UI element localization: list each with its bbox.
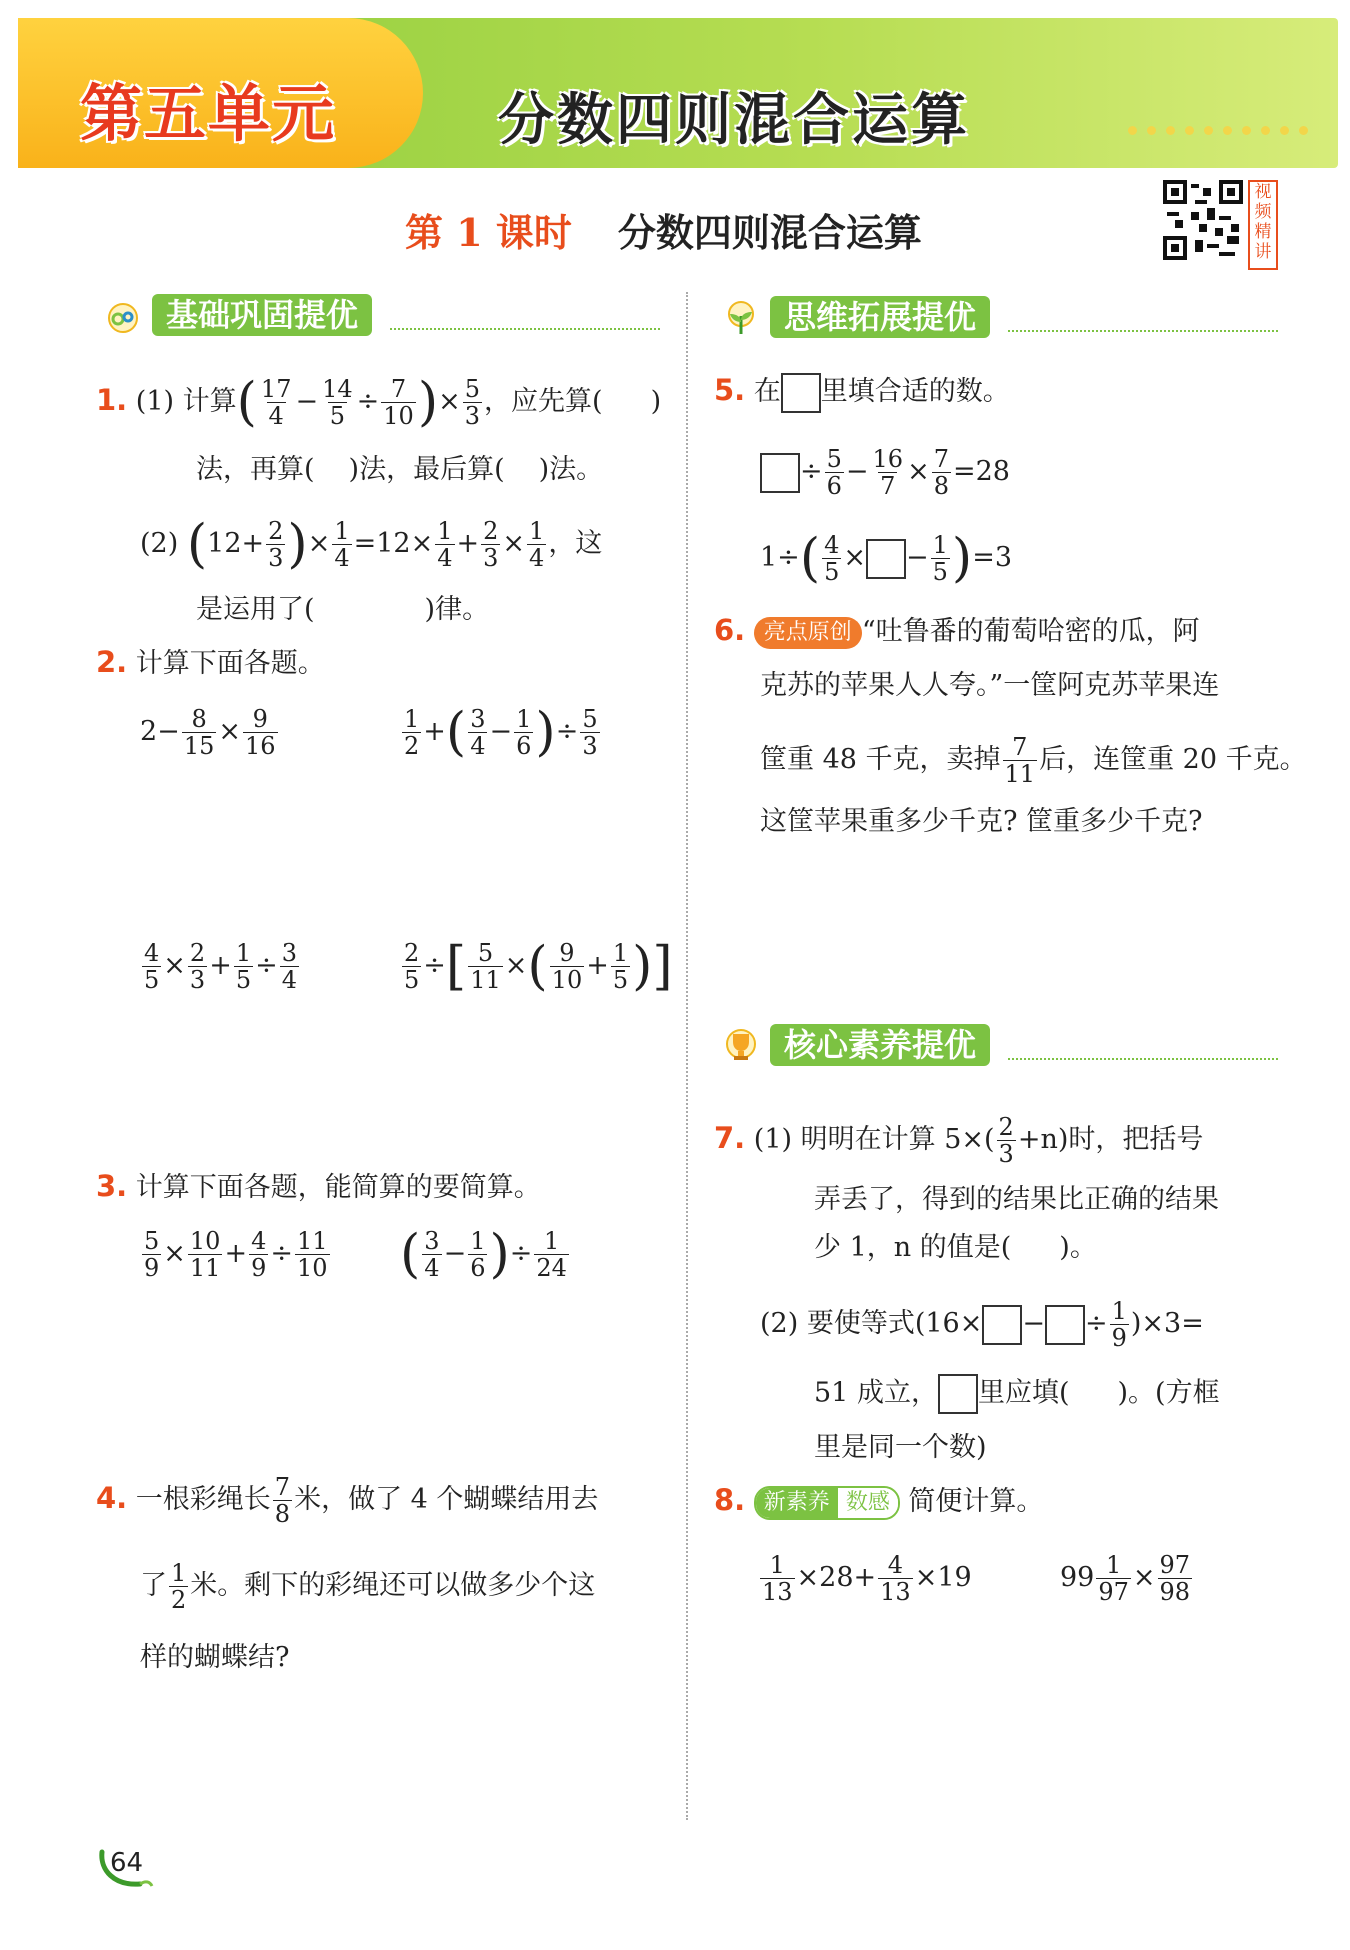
q4-l2b: 米。剩下的彩绳还可以做多少个这 xyxy=(190,1570,596,1601)
q1-p1-tail: ，应先算( xyxy=(484,386,603,417)
q8-expr-1: $\frac{1}{13}$ ×28+ $\frac{4}{13}$ ×19 xyxy=(762,1551,972,1606)
q8-text: 简便计算。 xyxy=(908,1486,1044,1517)
q1-p1-label: (1) 计算 xyxy=(135,386,237,417)
banner-dots xyxy=(1128,126,1308,135)
q8-e2-whole: 99 xyxy=(1060,1562,1095,1593)
q7-p2-l2a: 51 成立， xyxy=(814,1377,938,1409)
question-4: 4. 一根彩绳长 $\frac{7}{8}$ 米，做了 4 个蝴蝶结用去 xyxy=(96,1473,599,1528)
question-1-part-1: 1. (1) 计算( $\frac{17}{4}$ − $\frac{14}{5}$ ÷ $\frac{7}{10}$ )× $\frac{5}{3}$ ，应先算( ) xyxy=(96,372,662,433)
q8-e2-op: × xyxy=(1132,1562,1156,1593)
q7-p2: (2) 要使等式(16× − ÷ $\frac{1}{9}$ )×3= xyxy=(760,1297,1204,1352)
q1-line2a: 法，再算( xyxy=(196,454,315,485)
literacy-tag xyxy=(754,1486,900,1520)
unit-label: 第五单元 xyxy=(80,77,337,150)
section-basic-rule xyxy=(390,328,660,330)
q6-l3a: 筐重 48 千克，卖掉 xyxy=(760,744,1001,775)
unit-title: 分数四则混合运算 xyxy=(498,88,970,153)
q5-eq-2: 1÷( $\frac{4}{5}$ × − $\frac{1}{5}$ )=3 xyxy=(760,528,1013,589)
question-3 xyxy=(96,1168,541,1206)
q7-p2c: ÷ xyxy=(1084,1308,1108,1339)
q7-p2-line2 xyxy=(814,1374,1220,1414)
question-4-line2: 了 $\frac{1}{2}$ 米。剩下的彩绳还可以做多少个这 xyxy=(140,1559,596,1614)
answer-box[interactable] xyxy=(760,453,800,493)
q7-p2d: )×3= xyxy=(1130,1308,1204,1339)
q5-eq2-rhs: =3 xyxy=(972,542,1013,573)
answer-box[interactable] xyxy=(938,1374,978,1414)
q5-eq-1: ÷ $\frac{5}{6}$ − $\frac{16}{7}$ × $\frac{7}{8}$ =28 xyxy=(760,446,1010,499)
section-core-title: 核心素养提优 xyxy=(770,1024,990,1066)
answer-box[interactable] xyxy=(781,373,821,413)
q1-p1-close: ) xyxy=(650,386,662,417)
q4-l1b: 米，做了 4 个蝴蝶结用去 xyxy=(294,1484,599,1515)
lesson-number: 第 1 课时 xyxy=(405,210,572,255)
question-number: 7. xyxy=(714,1121,746,1155)
section-thinking xyxy=(718,294,1278,340)
literacy-tag-b: 数感 xyxy=(838,1488,898,1518)
q1-line2c: )法。 xyxy=(538,454,604,485)
q7-p1a: (1) 明明在计算 5×( xyxy=(753,1124,995,1155)
q6-line4: 这筐苹果重多少千克? 筐重多少千克? xyxy=(760,806,1203,837)
q7-p2-l2c: )。(方框 xyxy=(1117,1377,1220,1409)
q3-text: 计算下面各题，能简算的要简算。 xyxy=(135,1172,541,1203)
question-5 xyxy=(714,372,1010,413)
q7-p2a: (2) 要使等式(16× xyxy=(760,1308,983,1339)
q4-l1a: 一根彩绳长 xyxy=(135,1484,271,1515)
section-basic xyxy=(100,292,660,338)
q7-p1-line2: 弄丢了，得到的结果比正确的结果 xyxy=(814,1184,1219,1215)
answer-box[interactable] xyxy=(1045,1305,1085,1345)
q5-a: 在 xyxy=(753,376,781,407)
section-core-rule xyxy=(1008,1058,1278,1060)
q6-line2: 克苏的苹果人人夸。”一筐阿克苏苹果连 xyxy=(760,670,1220,701)
gear-sun-icon xyxy=(100,292,146,338)
q6-l3b: 后，连筐重 20 千克。 xyxy=(1039,744,1307,775)
answer-box[interactable] xyxy=(866,539,906,579)
question-8 xyxy=(714,1482,1043,1520)
question-7: 7. (1) 明明在计算 5×( $\frac{2}{3}$ +n)时，把括号 xyxy=(714,1113,1204,1168)
q7-p1-l3b: )。 xyxy=(1059,1232,1097,1263)
question-2 xyxy=(96,644,325,682)
lesson-title xyxy=(405,202,922,257)
question-6 xyxy=(714,612,1200,650)
literacy-tag-a: 新素养 xyxy=(756,1488,838,1518)
q5-eq1-rhs: =28 xyxy=(952,456,1010,487)
q8-e1-mid: ×28+ xyxy=(796,1562,877,1593)
question-number: 2. xyxy=(96,645,128,679)
section-basic-title: 基础巩固提优 xyxy=(152,294,372,336)
unit-banner xyxy=(18,18,1338,168)
video-tag: 视频精讲 xyxy=(1248,180,1278,270)
q7-p2-l2b: 里应填( xyxy=(977,1377,1070,1409)
q7-p1-line3 xyxy=(814,1230,1097,1266)
q5-b: 里填合适的数。 xyxy=(820,376,1010,407)
q6-l1: “吐鲁番的葡萄哈密的瓜，阿 xyxy=(861,616,1200,647)
q1-p2-line2a: 是运用了( xyxy=(196,594,315,625)
q5-eq2-lhs: 1÷ xyxy=(760,542,800,573)
q1-p2-line2b: )律。 xyxy=(424,594,490,625)
section-thinking-title: 思维拓展提优 xyxy=(770,296,990,338)
column-divider xyxy=(686,292,688,1820)
q6-line3: 筐重 48 千克，卖掉 $\frac{7}{11}$ 后，连筐重 20 千克。 xyxy=(760,733,1307,788)
question-number: 3. xyxy=(96,1169,128,1203)
q7-p2-line3: 里是同一个数) xyxy=(814,1432,987,1463)
question-number: 5. xyxy=(714,373,746,407)
sprout-icon xyxy=(718,294,764,340)
question-4-line3: 样的蝴蝶结? xyxy=(140,1642,290,1673)
q8-e1-end: ×19 xyxy=(914,1562,972,1593)
lesson-name: 分数四则混合运算 xyxy=(617,210,922,255)
answer-box[interactable] xyxy=(982,1305,1022,1345)
original-tag: 亮点原创 xyxy=(754,617,862,649)
q8-expr-2: 99 $\frac{1}{97}$ × $\frac{97}{98}$ xyxy=(1060,1551,1191,1606)
question-number: 4. xyxy=(96,1481,128,1515)
q7-p1b: +n)时，把括号 xyxy=(1017,1124,1204,1155)
question-1-part-2: (2) (12+ $\frac{2}{3}$ )× $\frac{1}{4}$ =12× $\frac{1}{4}$ + $\frac{2}{3}$ × $\frac{1}{4}$ ，这 xyxy=(140,514,603,575)
q2-expr-1: 2− $\frac{8}{15}$ × $\frac{9}{16}$ xyxy=(140,705,276,760)
q4-l2a: 了 xyxy=(140,1570,167,1601)
question-number: 1. xyxy=(96,383,128,417)
trophy-icon xyxy=(718,1022,764,1068)
page-number: 64 xyxy=(110,1848,144,1878)
question-number: 6. xyxy=(714,613,746,647)
q7-p2b: − xyxy=(1022,1308,1045,1339)
question-1-part-2-line2 xyxy=(196,592,489,628)
q2-expr-2: $\frac{1}{2}$ +( $\frac{3}{4}$ − $\frac{1}{6}$ )÷ $\frac{5}{3}$ xyxy=(404,702,598,763)
q2-expr-3: $\frac{4}{5}$ × $\frac{2}{3}$ + $\frac{1}{5}$ ÷ $\frac{3}{4}$ xyxy=(144,939,297,994)
section-core xyxy=(718,1022,1278,1068)
q2-expr-4: $\frac{2}{5}$ ÷[ $\frac{5}{11}$ ×( $\frac{9}{10}$ + $\frac{1}{5}$ )] xyxy=(404,936,673,997)
q3-expr-2: ( $\frac{3}{4}$ − $\frac{1}{6}$ )÷ $\frac{1}{24}$ xyxy=(400,1224,567,1285)
q2-text: 计算下面各题。 xyxy=(135,648,325,679)
q1-p2-label: (2) xyxy=(140,528,179,559)
q1-p2-tail: ，这 xyxy=(548,528,603,559)
question-number: 8. xyxy=(714,1483,746,1517)
q3-expr-1: $\frac{5}{9}$ × $\frac{10}{11}$ + $\frac{4}{9}$ ÷ $\frac{11}{10}$ xyxy=(144,1227,328,1282)
qr-code-icon[interactable] xyxy=(1163,180,1243,260)
q7-p1-l3a: 少 1，n 的值是( xyxy=(814,1232,1012,1263)
question-1-part-1-line2 xyxy=(196,452,603,488)
section-thinking-rule xyxy=(1008,330,1278,332)
q1-line2b: )法，最后算( xyxy=(348,454,505,485)
